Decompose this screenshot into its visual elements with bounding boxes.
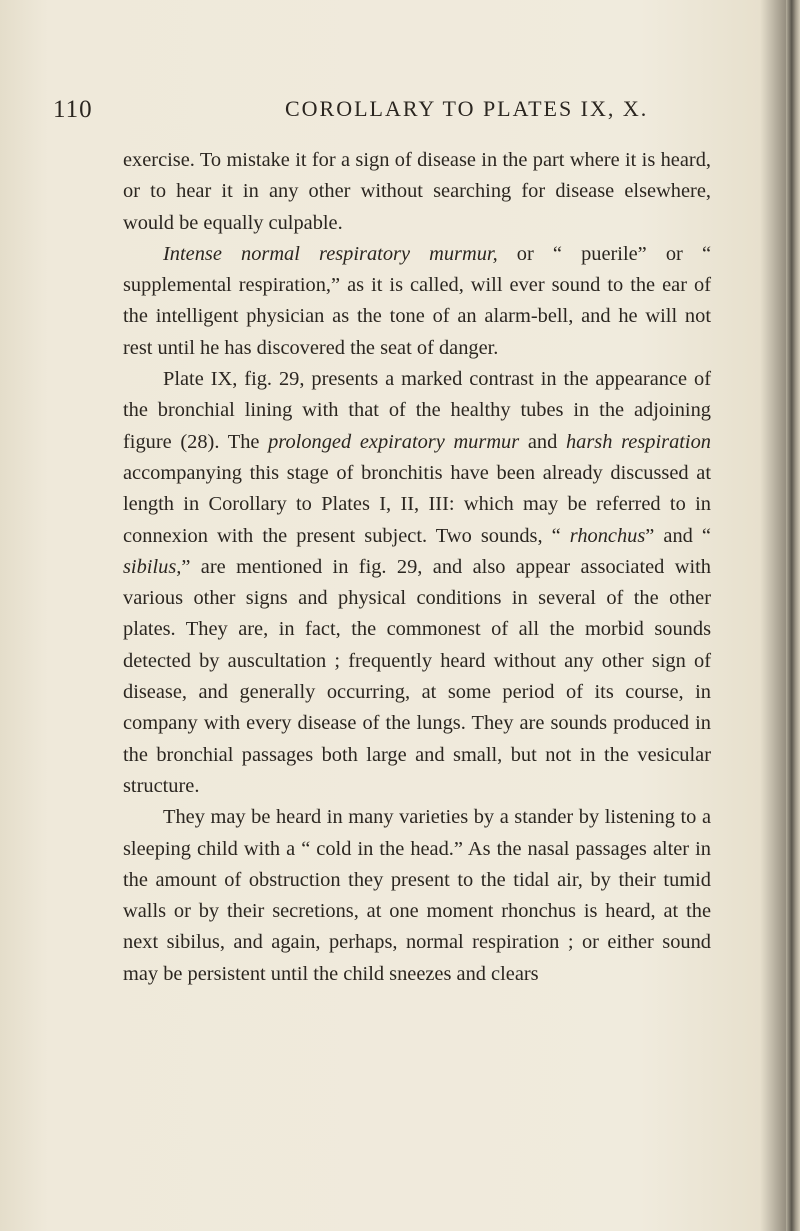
italic-text: Intense normal respiratory murmur,	[163, 242, 498, 265]
italic-text: harsh respiration	[565, 430, 711, 453]
text-run: ” and “	[645, 524, 711, 547]
italic-text: prolonged expiratory murmur	[268, 430, 520, 453]
paragraph	[123, 802, 711, 990]
text-run: They may be heard in many varieties by a stander by listening to a sleeping child with a “ cold in the head.” As the nasal passages alter in the amount of obstruction they present to the tidal air, by their tumid walls or by their secretions, at one moment rhonchus is heard, at the next sibilus, and again, perhaps, normal respiration ; or either sound may be persistent until the child sneezes and clears	[123, 806, 711, 985]
page-edge-shadow	[786, 0, 800, 1231]
text-run: and	[519, 430, 566, 453]
text-run: accompanying this stage of bronchitis have been already discussed at length in Corollary to Plates I, II, III: which may be referred to in connexion with the present subject. Two sounds, “	[123, 461, 711, 547]
page-header	[53, 96, 713, 130]
text-run: exercise. To mistake it for a sign of disease in the part where it is heard, or to hear it in any other without searching for disease elsewhere, would be equally culpable.	[123, 149, 711, 234]
paragraph	[123, 145, 711, 239]
italic-text: rhonchus	[569, 524, 646, 547]
page-number: 110	[53, 96, 93, 123]
text-run: or “ puerile” or “ supplemental respiration,” as it is called, will ever sound to the ear of the intelligent physician as the tone of an alarm-bell, and he will not rest until he has discovered the seat of danger.	[123, 242, 711, 359]
text-run: Plate IX, fig. 29, presents a marked contrast in the appearance of the bronchial lining with that of the healthy tubes in the adjoining figure (28). The	[123, 368, 711, 453]
paragraph	[123, 239, 711, 364]
italic-text: sibilus,	[123, 555, 182, 578]
paragraph	[123, 364, 711, 802]
running-head: COROLLARY TO PLATES IX, X.	[285, 96, 649, 121]
text-run: ” are mentioned in fig. 29, and also appear associated with various other signs and physical conditions in several of the other plates. They are, in fact, the commonest of all the morbid sounds detected by auscultation ; frequently heard without any other sign of disease, and generally occurring, at some period of its course, in company with every disease of the lungs. They are sounds produced in the bronchial passages both large and small, but not in the vesicular structure.	[123, 555, 711, 797]
body-text	[123, 145, 711, 990]
